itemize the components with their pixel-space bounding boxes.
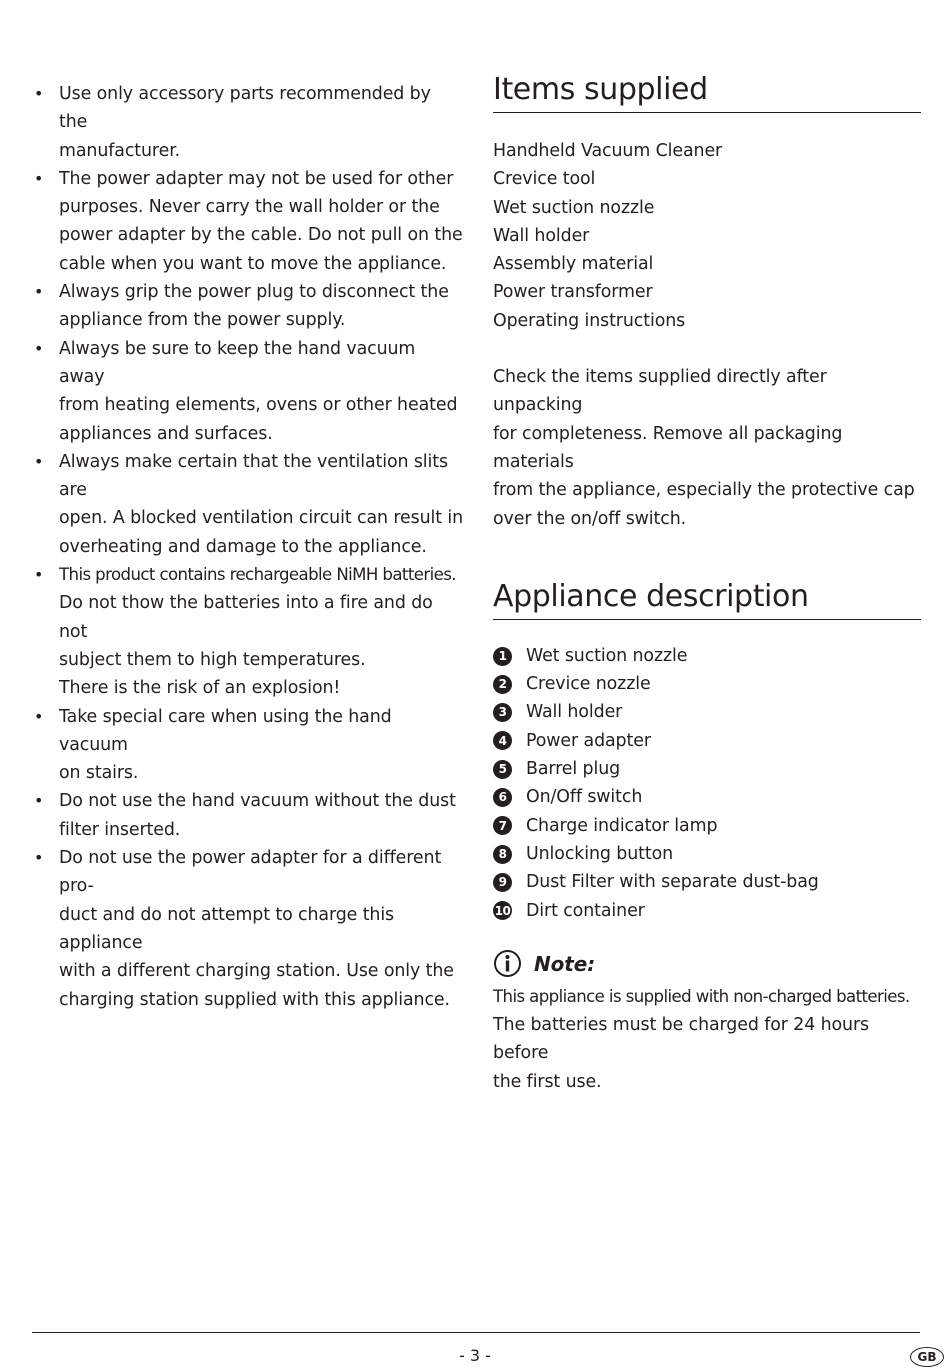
list-item-line: overheating and damage to the appliance. <box>59 536 427 557</box>
list-item: Power transformer <box>493 282 653 303</box>
note-header <box>493 947 921 981</box>
part-label: Crevice nozzle <box>526 674 651 695</box>
list-item <box>493 727 921 755</box>
list-item <box>493 642 921 670</box>
number-badge: 8 <box>493 845 512 864</box>
note-text <box>493 983 921 1096</box>
list-item-line: • Do not use the hand vacuum without the dust <box>59 791 456 812</box>
part-label: Dirt container <box>526 900 645 921</box>
number-badge: 1 <box>493 647 512 666</box>
list-item <box>34 448 464 561</box>
info-icon <box>493 949 522 978</box>
list-item-line: • Do not use the power adapter for a different pro- <box>59 848 442 897</box>
list-item-line: filter inserted. <box>59 819 181 840</box>
number-badge: 2 <box>493 675 512 694</box>
list-item: Assembly material <box>493 254 654 275</box>
appliance-description-section <box>493 577 921 1096</box>
list-item: Operating instructions <box>493 310 686 331</box>
part-label: Power adapter <box>526 730 651 751</box>
list-item <box>34 561 464 702</box>
list-item <box>493 897 921 925</box>
list-item-line: power adapter by the cable. Do not pull on the <box>59 225 463 246</box>
paragraph-line: Check the items supplied directly after unpacking <box>493 367 827 416</box>
check-items-paragraph <box>493 363 921 533</box>
number-badge: 3 <box>493 703 512 722</box>
list-item-line: There is the risk of an explosion! <box>59 678 341 699</box>
list-item-line: • Always grip the power plug to disconnect the <box>59 282 449 303</box>
part-label: Wet suction nozzle <box>526 645 688 666</box>
part-label: Dust Filter with separate dust-bag <box>526 872 819 893</box>
list-item-line: cable when you want to move the appliance. <box>59 253 447 274</box>
note-line: the first use. <box>493 1071 602 1092</box>
list-item <box>493 755 921 783</box>
list-item-line: charging station supplied with this appliance. <box>59 989 450 1010</box>
list-item <box>34 844 464 1014</box>
number-badge: 6 <box>493 788 512 807</box>
list-item-line: with a different charging station. Use only the <box>59 961 454 982</box>
number-badge: 9 <box>493 873 512 892</box>
items-supplied-list <box>493 137 921 335</box>
list-item-line: • This product contains rechargeable NiMH batteries. <box>59 565 456 585</box>
list-item: Crevice tool <box>493 169 596 190</box>
note-line: This appliance is supplied with non-charged batteries. <box>493 986 910 1006</box>
list-item <box>493 783 921 811</box>
list-item <box>493 698 921 726</box>
list-item-line: appliance from the power supply. <box>59 310 346 331</box>
part-label: Unlocking button <box>526 843 674 864</box>
list-item-line: on stairs. <box>59 763 139 784</box>
list-item <box>493 670 921 698</box>
list-item <box>34 335 464 448</box>
list-item <box>493 812 921 840</box>
list-item-line: appliances and surfaces. <box>59 423 273 444</box>
list-item <box>34 703 464 788</box>
number-badge: 10 <box>493 901 512 920</box>
note-box <box>493 947 921 1096</box>
page-number: - 3 - <box>459 1346 491 1365</box>
part-label: Charge indicator lamp <box>526 815 718 836</box>
paragraph-line: over the on/off switch. <box>493 508 687 529</box>
safety-notes-column <box>34 80 464 1014</box>
list-item <box>34 80 464 165</box>
list-item: Handheld Vacuum Cleaner <box>493 141 723 161</box>
list-item-line: subject them to high temperatures. <box>59 649 366 670</box>
number-badge: 7 <box>493 816 512 835</box>
list-item-line: • Always make certain that the ventilation slits are <box>59 451 448 501</box>
paragraph-line: from the appliance, especially the protective cap <box>493 480 915 501</box>
list-item-line: • Take special care when using the hand vacuum <box>59 706 392 755</box>
note-line: The batteries must be charged for 24 hours before <box>493 1015 869 1064</box>
list-item <box>493 868 921 896</box>
language-badge: GB <box>910 1347 944 1367</box>
part-label: Wall holder <box>526 702 623 723</box>
list-item: Wet suction nozzle <box>493 197 655 218</box>
list-item <box>34 278 464 335</box>
part-label: Barrel plug <box>526 759 621 780</box>
list-item-line: from heating elements, ovens or other heated <box>59 395 458 416</box>
items-supplied-section <box>493 70 921 533</box>
number-badge: 4 <box>493 731 512 750</box>
parts-list <box>493 642 921 925</box>
part-label: On/Off switch <box>526 787 643 808</box>
appliance-description-heading: Appliance description <box>493 577 921 620</box>
list-item-line: • Use only accessory parts recommended by the <box>59 84 431 133</box>
safety-notes-list <box>34 80 464 1014</box>
list-item <box>34 787 464 844</box>
list-item-line: manufacturer. <box>59 140 181 161</box>
list-item-line: • The power adapter may not be used for other <box>59 168 454 189</box>
list-item-line: duct and do not attempt to charge this appliance <box>59 904 395 953</box>
paragraph-line: for completeness. Remove all packaging materials <box>493 423 843 472</box>
items-supplied-heading: Items supplied <box>493 70 921 113</box>
list-item-line: Do not thow the batteries into a fire and do not <box>59 593 433 642</box>
footer-divider <box>32 1332 920 1333</box>
note-title: Note: <box>534 951 596 976</box>
right-column <box>493 70 921 1096</box>
list-item <box>34 165 464 278</box>
number-badge: 5 <box>493 760 512 779</box>
list-item-line: purposes. Never carry the wall holder or the <box>59 197 440 218</box>
list-item-line: • Always be sure to keep the hand vacuum away <box>59 338 416 387</box>
list-item-line: open. A blocked ventilation circuit can result in <box>59 508 464 529</box>
list-item <box>493 840 921 868</box>
list-item: Wall holder <box>493 225 590 246</box>
